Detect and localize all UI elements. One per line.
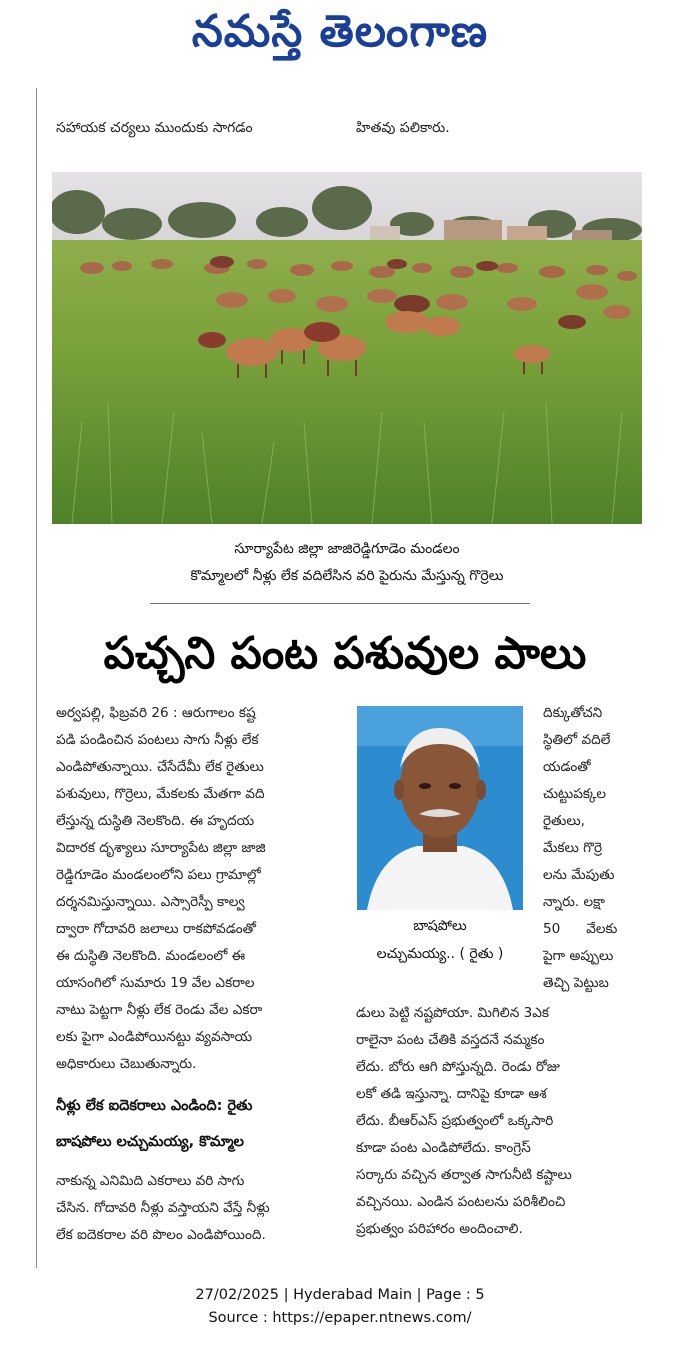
article-column-2 <box>543 700 643 997</box>
text-line: నాటు పెట్టగా నీళ్లు లేక రెండు వేల ఎకరా <box>56 1002 263 1018</box>
text-line: రాలైనా పంట చేతికి వస్తదనే నమ్మకం <box>356 1032 545 1048</box>
text-line: నాకున్న ఎనిమిది ఎకరాలు వరి సాగు <box>56 1173 245 1189</box>
caption-rule <box>150 603 530 604</box>
article-column-1-cont <box>56 1168 348 1249</box>
text-line: సహాయక చర్యలు ముందుకు సాగడం <box>56 120 253 136</box>
text-line: రెడ్డిగూడెం మండలంలోని పలు గ్రామాల్లో <box>56 867 261 883</box>
text-line: పడి పండించిన పంటలు సాగు నీళ్లు లేక <box>56 732 259 748</box>
text-line: యాసంగిలో సుమారు 19 వేల ఎకరాల <box>56 975 255 991</box>
caption-line: బాషపోలు <box>413 918 467 934</box>
text-line: పశువులు, గొర్రెలు, మేకలకు మేతగా వది <box>56 786 265 802</box>
page-footer <box>0 1284 680 1330</box>
text-line: పైగా అప్పులు <box>543 948 614 964</box>
subhead-line: బాషపోలు లచ్చుమయ్య, కొమ్మాల <box>56 1134 244 1150</box>
text-line: సర్కారు వచ్చిన తర్వాత సాగునీటి కష్టాలు <box>356 1167 572 1183</box>
subhead-line: నీళ్లు లేక ఐదెకరాలు ఎండింది: రైతు <box>56 1098 253 1114</box>
cut-off-text-left <box>52 100 322 112</box>
text-line: రైతులు, <box>543 813 586 829</box>
farmer-portrait <box>357 706 523 910</box>
article-headline: పచ్చని పంట పశువుల పాలు <box>103 628 587 679</box>
text-line: దిక్కుతోచని <box>543 705 603 721</box>
text-line: లేదు. బోరు ఆగి పోస్తున్నది. రెండు రోజు <box>356 1059 560 1075</box>
caption-line: లచ్చుమయ్య.. ( రైతు ) <box>376 946 504 962</box>
caption-line: సూర్యాపేట జిల్లా జాజిరెడ్డిగూడెం మండలం <box>234 541 460 557</box>
text-line: లేస్తున్న దుస్థితి నెలకొంది. ఈ హృదయ <box>56 813 255 829</box>
caption-line: కొమ్మాలలో నీళ్లు లేక వదిలేసిన వరి పైరును మేస్తున్న గొర్రెలు <box>190 568 504 584</box>
photo-illustration <box>52 172 642 524</box>
text-line: లేదు. బీఆర్ఎస్ ప్రభుత్వంలో ఒక్కసారి <box>356 1113 554 1129</box>
text-line: స్థితిలో వదిలే <box>543 732 611 748</box>
text-line: యడంతో <box>543 759 591 775</box>
text-line: 50 వేలకు <box>543 921 618 937</box>
text-line: ప్రభుత్వం పరిహారం అందించాలి. <box>356 1221 523 1237</box>
article-subhead <box>56 1088 346 1160</box>
text-line: లకు పైగా ఎండిపోయినట్టు వ్యవసాయ <box>56 1029 253 1045</box>
photo-caption <box>52 536 642 590</box>
text-line: ఈ దుస్థితి నెలకొంది. మండలంలో ఈ <box>56 948 246 964</box>
news-photo-goats-grazing <box>52 172 642 524</box>
text-line: ద్వారా గోదావరి జలాలు రాకపోవడంతో <box>56 921 256 937</box>
source-link: Source : https://epaper.ntnews.com/ <box>208 1310 472 1326</box>
column-rule <box>36 88 37 1268</box>
text-line: న్నారు. లక్షా <box>543 894 605 910</box>
top-right-column <box>356 116 646 141</box>
text-line: హితవు పలికారు. <box>356 120 450 136</box>
newspaper-logo: నమస్తే తెలంగాణ <box>191 6 489 57</box>
text-line: వచ్చినయి. ఎండిన పంటలను పరిశీలించి <box>356 1194 566 1210</box>
text-line: డులు పెట్టి నష్టపోయా. మిగిలిన 3ఎక <box>356 1005 550 1021</box>
text-line: తెచ్చి పెట్టుబ <box>543 975 609 991</box>
text-line: మేకలు గొర్రె <box>543 840 603 856</box>
portrait-illustration <box>357 706 523 910</box>
portrait-caption <box>357 912 523 968</box>
text-line: కూడా పంట ఎండిపోలేదు. కాంగ్రెస్ <box>356 1140 531 1156</box>
text-line: చుట్టుపక్కల <box>543 786 606 802</box>
article-column-2-cont <box>356 1000 646 1243</box>
edition-info: 27/02/2025 | Hyderabad Main | Page : 5 <box>195 1287 485 1303</box>
masthead <box>0 0 680 80</box>
text-line: లకో తడి ఇస్తున్నా. దానిపై కూడా ఆశ <box>356 1086 547 1102</box>
text-line: విదారక దృశ్యాలు సూర్యాపేట జిల్లా జాజి <box>56 840 266 856</box>
top-left-column <box>56 116 346 141</box>
text-line: అర్వపల్లి, ఫిబ్రవరి 26 : ఆరుగాలం కష్ట <box>56 705 256 721</box>
text-line: లేక ఐదెకరాల వరి పొలం ఎండిపోయింది. <box>56 1227 266 1243</box>
article-column-1 <box>56 700 348 1078</box>
text-line: ఎండిపోతున్నాయి. చేసేదేమీ లేక రైతులు <box>56 759 264 775</box>
text-line: అధికారులు చెబుతున్నారు. <box>56 1056 197 1072</box>
text-line: చేసిన. గోదావరి నీళ్లు వస్తాయని వేస్తే నీళ్లు <box>56 1200 270 1216</box>
text-line: లను మేపుతు <box>543 867 615 883</box>
text-line: దర్శనమిస్తున్నాయి. ఎస్సారెస్పీ కాల్వ <box>56 894 245 910</box>
